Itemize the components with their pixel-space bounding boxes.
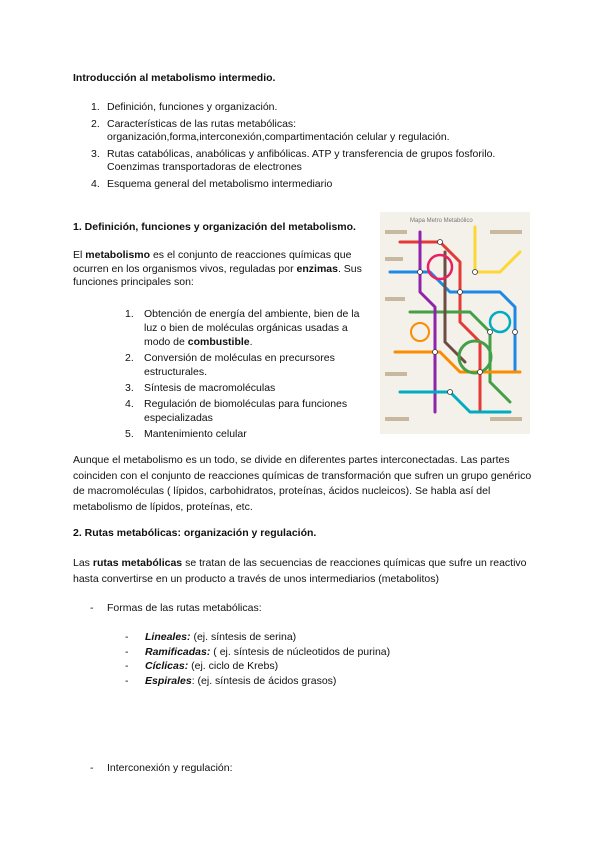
list-item: - Cíclicas: (ej. ciclo de Krebs) <box>125 660 279 672</box>
functions-list <box>125 307 375 443</box>
list-item: 2. Conversión de moléculas en precursores estructurales. <box>125 352 335 378</box>
table-of-contents <box>73 101 543 195</box>
intro-paragraph: El metabolismo es el conjunto de reacciones químicas que ocurren en los organismos vivos, reguladas por enzimas. Sus funciones principales son: <box>73 249 362 288</box>
list-item: 3. Síntesis de macromoléculas <box>125 382 276 394</box>
toc-item: 4. Esquema general del metabolismo intermediario <box>91 178 333 190</box>
metabolic-metro-map-image <box>380 212 530 434</box>
list-item: - Ramificadas: ( ej. síntesis de núcleotidos de purina) <box>125 645 391 658</box>
list-item: 1. Obtención de energía del ambiente, bien de la luz o bien de moléculas orgánicas usadas a modo de combustible. <box>125 308 360 348</box>
list-item: - Espirales: (ej. síntesis de ácidos grasos) <box>125 674 337 687</box>
paragraph-routes: Las rutas metabólicas se tratan de las secuencias de reacciones químicas que sufre un reactivo hasta convertirse en un producto a través de unos intermediarios (metabolitos) <box>73 557 527 585</box>
map-title: Mapa Metro Metabólico <box>410 218 473 224</box>
toc-item: 1. Definición, funciones y organización. <box>91 101 278 113</box>
document-title: Introducción al metabolismo intermedio. <box>73 72 276 84</box>
route-forms-list <box>125 630 390 688</box>
section-1-heading: 1. Definición, funciones y organización del metabolismo. <box>73 221 356 233</box>
toc-item: 2. Características de las rutas metabólicas: organización,forma,interconexión,compartimentación celular y regulación. <box>91 118 450 143</box>
section-2-heading: 2. Rutas metabólicas: organización y regulación. <box>73 527 317 539</box>
toc-item: 3. Rutas catabólicas, anabólicas y anfibólicas. ATP y transferencia de grupos fosforilo. Coenzimas transportadoras de electrones <box>91 148 496 173</box>
list-item: - Lineales: (ej. síntesis de serina) <box>125 631 297 643</box>
paragraph-divisions: Aunque el metabolismo es un todo, se divide en diferentes partes interconectadas. Las partes coinciden con el conjunto de reacciones químicas de transformación que sufren un grupo genérico de macromoléculas ( lípidos, carbohidratos, proteínas, ácidos nucleicos). Se habla así del metabolismo de lípidos, proteínas, etc. <box>73 454 532 513</box>
list-item: 4. Regulación de biomoléculas para funciones especializadas <box>125 398 348 424</box>
list-item: 5. Mantenimiento celular <box>125 428 247 440</box>
